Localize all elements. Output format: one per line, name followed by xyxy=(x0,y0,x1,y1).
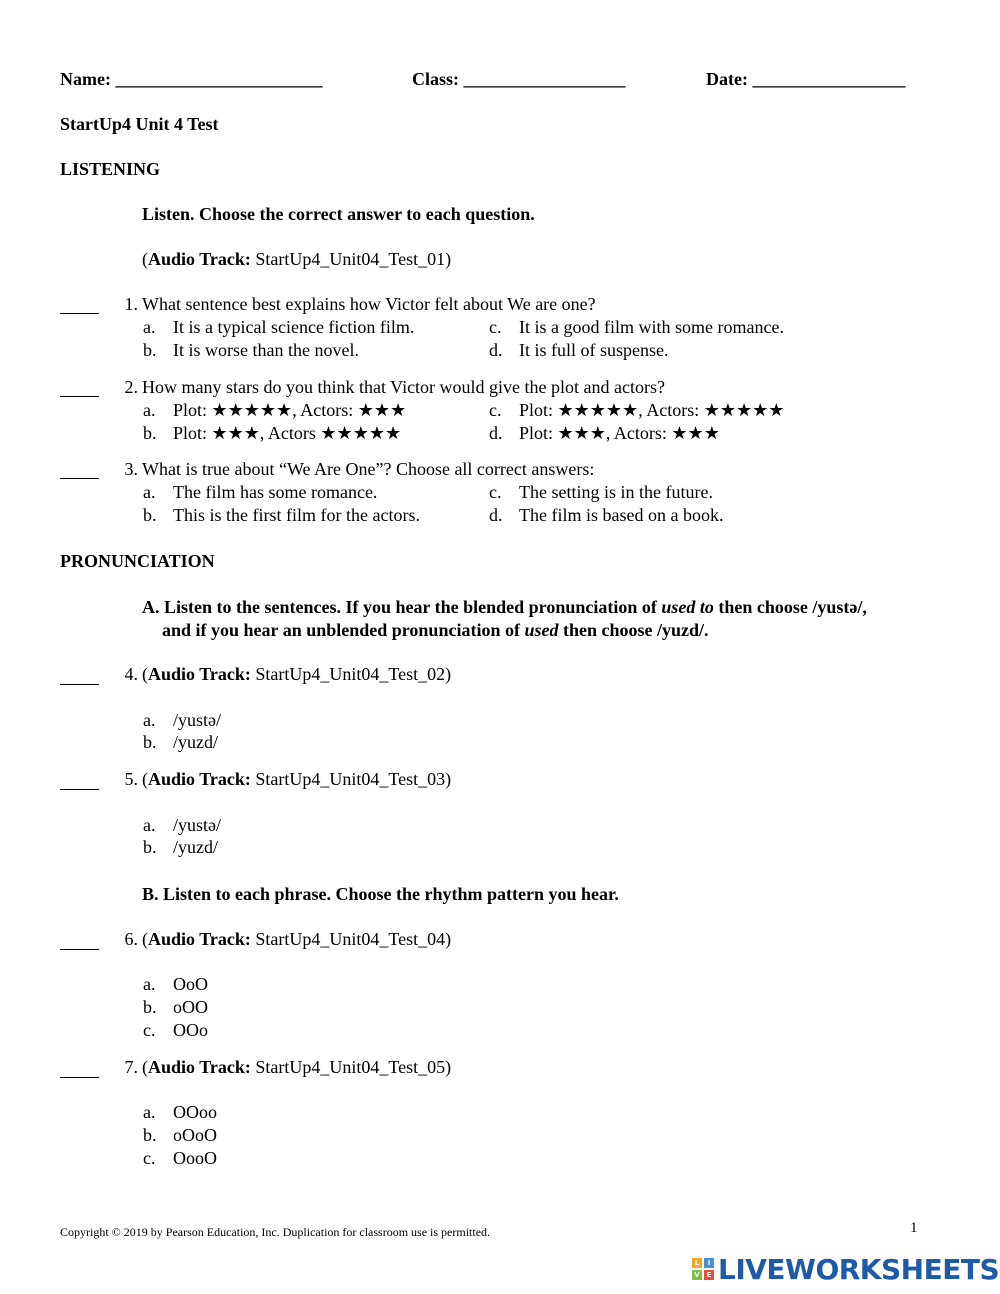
question-2 xyxy=(114,376,665,399)
q3-option-a[interactable] xyxy=(143,481,377,504)
option-text: It is worse than the novel. xyxy=(173,340,359,360)
audio-file: StartUp4_Unit04_Test_03 xyxy=(255,769,446,789)
class-blank: __________________ xyxy=(463,69,626,89)
liveworksheets-logo xyxy=(692,1252,999,1286)
q2-option-b[interactable] xyxy=(143,422,401,445)
option-letter: c. xyxy=(489,482,502,502)
option-text: Plot: ★★★, Actors: ★★★ xyxy=(519,423,720,443)
option-letter: c. xyxy=(143,1020,156,1040)
option-text: oOO xyxy=(173,997,208,1017)
logo-icon xyxy=(692,1258,714,1280)
q3-option-b[interactable] xyxy=(143,504,420,527)
option-text: The film is based on a book. xyxy=(519,505,724,525)
option-letter: c. xyxy=(489,317,502,337)
option-letter: d. xyxy=(489,505,503,525)
question-7: 7. (Audio Track: StartUp4_Unit04_Test_05) xyxy=(114,1056,451,1079)
option-letter: a. xyxy=(143,710,156,730)
question-1 xyxy=(114,293,596,316)
option-letter: a. xyxy=(143,400,156,420)
option-text: The setting is in the future. xyxy=(519,482,713,502)
test-title: StartUp4 Unit 4 Test xyxy=(60,114,219,134)
listening-audio: (Audio Track: StartUp4_Unit04_Test_01) xyxy=(142,249,452,269)
q1-option-d[interactable] xyxy=(489,339,668,362)
answer-blank[interactable] xyxy=(60,1077,99,1078)
option-text: OoO xyxy=(173,974,208,994)
option-letter: c. xyxy=(143,1148,156,1168)
option-text: It is a typical science fiction film. xyxy=(173,317,415,337)
question-text: What sentence best explains how Victor felt about We are one? xyxy=(142,294,596,314)
q7-option-b[interactable] xyxy=(143,1124,217,1147)
name-blank: _______________________ xyxy=(115,69,323,89)
q7-option-c[interactable] xyxy=(143,1147,217,1170)
logo-block-v: V xyxy=(692,1270,702,1280)
question-number: 2. xyxy=(124,377,138,397)
audio-label: Audio Track: xyxy=(148,769,251,789)
section-a-text: A. Listen to the sentences. If you hear the blended pronunciation of xyxy=(142,597,662,617)
option-letter: b. xyxy=(143,732,157,752)
name-label: Name: xyxy=(60,69,111,89)
audio-file: StartUp4_Unit04_Test_02 xyxy=(255,664,446,684)
logo-text: LIVEWORKSHEETS xyxy=(718,1252,1000,1286)
q1-option-a[interactable] xyxy=(143,316,414,339)
q2-option-c[interactable] xyxy=(489,399,784,422)
name-field xyxy=(60,68,322,91)
section-a-emphasis: used xyxy=(524,620,559,640)
question-number: 6. xyxy=(124,929,138,949)
option-letter: b. xyxy=(143,1125,157,1145)
question-number: 7. xyxy=(124,1057,138,1077)
option-letter: b. xyxy=(143,340,157,360)
option-text: OooO xyxy=(173,1148,217,1168)
option-letter: a. xyxy=(143,974,156,994)
audio-file: StartUp4_Unit04_Test_04 xyxy=(255,929,446,949)
section-a-text: and if you hear an unblended pronunciation of xyxy=(162,620,525,640)
question-number: 3. xyxy=(124,459,138,479)
question-6: 6. (Audio Track: StartUp4_Unit04_Test_04) xyxy=(114,928,451,951)
option-text: Plot: ★★★, Actors ★★★★★ xyxy=(173,423,402,443)
audio-label: Audio Track: xyxy=(148,1057,251,1077)
answer-blank[interactable] xyxy=(60,313,99,314)
audio-label: Audio Track: xyxy=(148,929,251,949)
q4-option-a[interactable] xyxy=(143,709,221,732)
option-letter: b. xyxy=(143,997,157,1017)
option-text: /yustə/ xyxy=(173,710,221,730)
q3-option-d[interactable] xyxy=(489,504,723,527)
option-text: Plot: ★★★★★, Actors: ★★★ xyxy=(173,400,407,420)
audio-file: StartUp4_Unit04_Test_05 xyxy=(255,1057,446,1077)
option-text: It is full of suspense. xyxy=(519,340,669,360)
q6-option-c[interactable] xyxy=(143,1019,208,1042)
q7-option-a[interactable] xyxy=(143,1101,217,1124)
option-text: /yustə/ xyxy=(173,815,221,835)
q3-option-c[interactable] xyxy=(489,481,713,504)
option-letter: d. xyxy=(489,423,503,443)
question-3 xyxy=(114,458,594,481)
q6-option-a[interactable] xyxy=(143,973,208,996)
section-a-text: then choose /yuzd/. xyxy=(558,620,709,640)
listening-heading: LISTENING xyxy=(60,159,161,179)
q6-option-b[interactable] xyxy=(143,996,208,1019)
logo-block-l: L xyxy=(692,1258,702,1268)
question-text: How many stars do you think that Victor would give the plot and actors? xyxy=(142,377,665,397)
q1-option-b[interactable] xyxy=(143,339,359,362)
option-letter: b. xyxy=(143,423,157,443)
copyright: Copyright © 2019 by Pearson Education, Inc. Duplication for classroom use is permitted. xyxy=(60,1225,491,1239)
page-number: 1 xyxy=(910,1220,918,1236)
date-label: Date: xyxy=(706,69,748,89)
q1-option-c[interactable] xyxy=(489,316,784,339)
option-text: It is a good film with some romance. xyxy=(519,317,784,337)
option-letter: b. xyxy=(143,505,157,525)
question-4: 4. (Audio Track: StartUp4_Unit04_Test_02) xyxy=(114,663,451,686)
option-letter: a. xyxy=(143,482,156,502)
option-text: Plot: ★★★★★, Actors: ★★★★★ xyxy=(519,400,785,420)
answer-blank[interactable] xyxy=(60,478,99,479)
option-letter: a. xyxy=(143,1102,156,1122)
section-a-line2 xyxy=(162,619,708,642)
question-number: 4. xyxy=(124,664,138,684)
section-a-text: then choose /yustə/, xyxy=(713,597,867,617)
section-a-emphasis: used to xyxy=(661,597,714,617)
option-text: oOoO xyxy=(173,1125,217,1145)
answer-blank[interactable] xyxy=(60,684,99,685)
question-number: 1. xyxy=(124,294,138,314)
option-letter: d. xyxy=(489,340,503,360)
option-letter: b. xyxy=(143,837,157,857)
logo-block-i: I xyxy=(704,1258,714,1268)
section-a-line1 xyxy=(142,596,867,619)
listening-instruction: Listen. Choose the correct answer to each question. xyxy=(142,204,535,224)
option-text: The film has some romance. xyxy=(173,482,378,502)
question-number: 5. xyxy=(124,769,138,789)
q5-option-a[interactable] xyxy=(143,814,221,837)
date-blank: _________________ xyxy=(752,69,906,89)
date-field xyxy=(706,68,905,91)
logo-block-e: E xyxy=(704,1270,714,1280)
option-text: /yuzd/ xyxy=(173,837,218,857)
answer-blank[interactable] xyxy=(60,949,99,950)
q2-option-d[interactable] xyxy=(489,422,720,445)
pronunciation-heading: PRONUNCIATION xyxy=(60,551,215,571)
audio-label: Audio Track: xyxy=(148,664,251,684)
option-text: OOo xyxy=(173,1020,208,1040)
option-text: This is the first film for the actors. xyxy=(173,505,420,525)
class-label: Class: xyxy=(412,69,460,89)
answer-blank[interactable] xyxy=(60,789,99,790)
option-text: OOoo xyxy=(173,1102,217,1122)
question-text: What is true about “We Are One”? Choose all correct answers: xyxy=(142,459,595,479)
q5-option-b[interactable] xyxy=(143,836,218,859)
section-b-instruction: B. Listen to each phrase. Choose the rhythm pattern you hear. xyxy=(142,884,619,904)
q2-option-a[interactable] xyxy=(143,399,406,422)
option-letter: a. xyxy=(143,317,156,337)
audio-label: Audio Track: xyxy=(148,249,251,269)
q4-option-b[interactable] xyxy=(143,731,218,754)
option-letter: a. xyxy=(143,815,156,835)
answer-blank[interactable] xyxy=(60,396,99,397)
option-letter: c. xyxy=(489,400,502,420)
question-5: 5. (Audio Track: StartUp4_Unit04_Test_03) xyxy=(114,768,451,791)
class-field xyxy=(412,68,626,91)
option-text: /yuzd/ xyxy=(173,732,218,752)
audio-file: StartUp4_Unit04_Test_01 xyxy=(255,249,446,269)
